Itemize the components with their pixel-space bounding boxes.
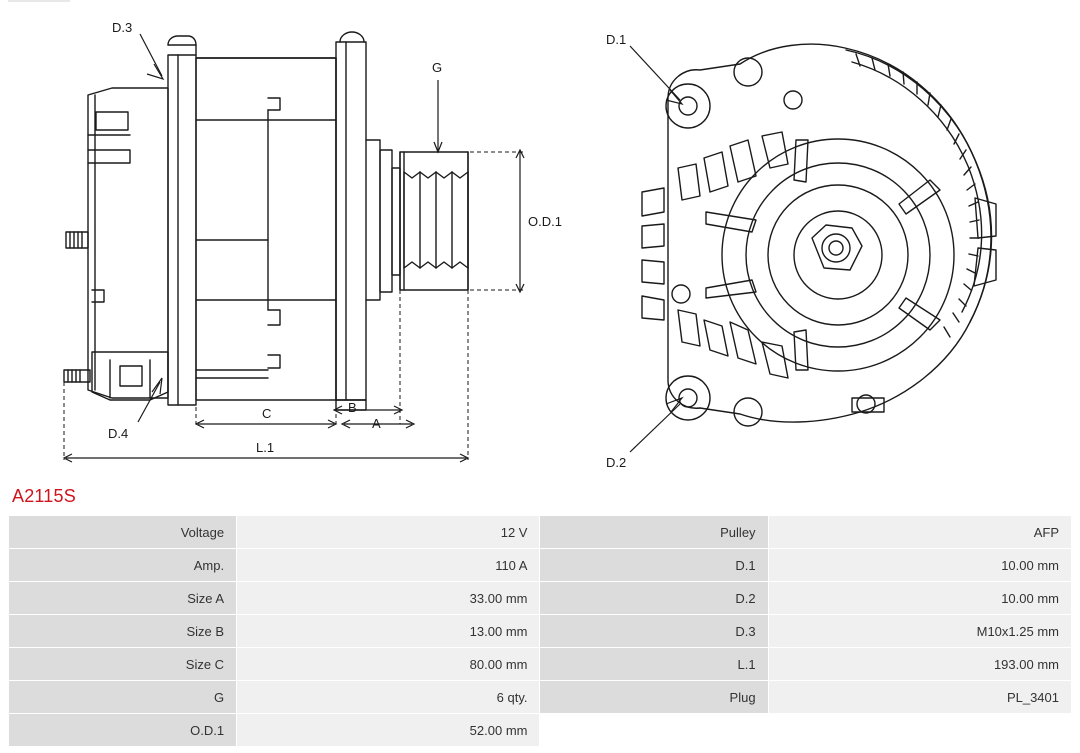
spec-label: Amp. xyxy=(9,549,237,582)
table-row xyxy=(9,681,1072,714)
spec-label: O.D.1 xyxy=(9,714,237,747)
spec-value: AFP xyxy=(768,516,1071,549)
spec-label: Size A xyxy=(9,582,237,615)
spec-value: 12 V xyxy=(237,516,540,549)
spec-label: Voltage xyxy=(9,516,237,549)
spec-value: 13.00 mm xyxy=(237,615,540,648)
spec-value: 33.00 mm xyxy=(237,582,540,615)
table-row xyxy=(9,582,1072,615)
callout-d3-label: D.3 xyxy=(112,20,133,35)
table-row xyxy=(9,549,1072,582)
spec-label: D.1 xyxy=(540,549,768,582)
table-row xyxy=(9,714,1072,747)
callout-l1-label: L.1 xyxy=(256,440,275,455)
spec-value: 52.00 mm xyxy=(237,714,540,747)
spec-label: Size B xyxy=(9,615,237,648)
specifications-table xyxy=(8,515,1072,747)
spec-value: 80.00 mm xyxy=(237,648,540,681)
spec-empty-cell xyxy=(540,714,768,747)
callout-od1-label: O.D.1 xyxy=(528,214,562,229)
spec-label: D.2 xyxy=(540,582,768,615)
part-number-title: A2115S xyxy=(12,486,76,506)
spec-value: 10.00 mm xyxy=(768,582,1071,615)
callout-d4-label: D.4 xyxy=(108,426,129,441)
spec-value: M10x1.25 mm xyxy=(768,615,1071,648)
callout-d2-label: D.2 xyxy=(606,455,627,470)
spec-label: Size C xyxy=(9,648,237,681)
spec-value: PL_3401 xyxy=(768,681,1071,714)
callout-d1-label: D.1 xyxy=(606,32,627,47)
spec-label: G xyxy=(9,681,237,714)
table-row xyxy=(9,615,1072,648)
spec-value: 193.00 mm xyxy=(768,648,1071,681)
callout-g-label: G xyxy=(432,60,443,75)
table-row xyxy=(9,516,1072,549)
spec-label: Plug xyxy=(540,681,768,714)
spec-label: Pulley xyxy=(540,516,768,549)
table-row xyxy=(9,648,1072,681)
spec-value: 6 qty. xyxy=(237,681,540,714)
spec-label: D.3 xyxy=(540,615,768,648)
spec-value: 10.00 mm xyxy=(768,549,1071,582)
callout-b-label: B xyxy=(348,400,357,415)
spec-value: 110 A xyxy=(237,549,540,582)
spec-empty-cell xyxy=(768,714,1071,747)
spec-label: L.1 xyxy=(540,648,768,681)
callout-c-label: C xyxy=(262,406,272,421)
callout-a-label: A xyxy=(372,416,381,431)
